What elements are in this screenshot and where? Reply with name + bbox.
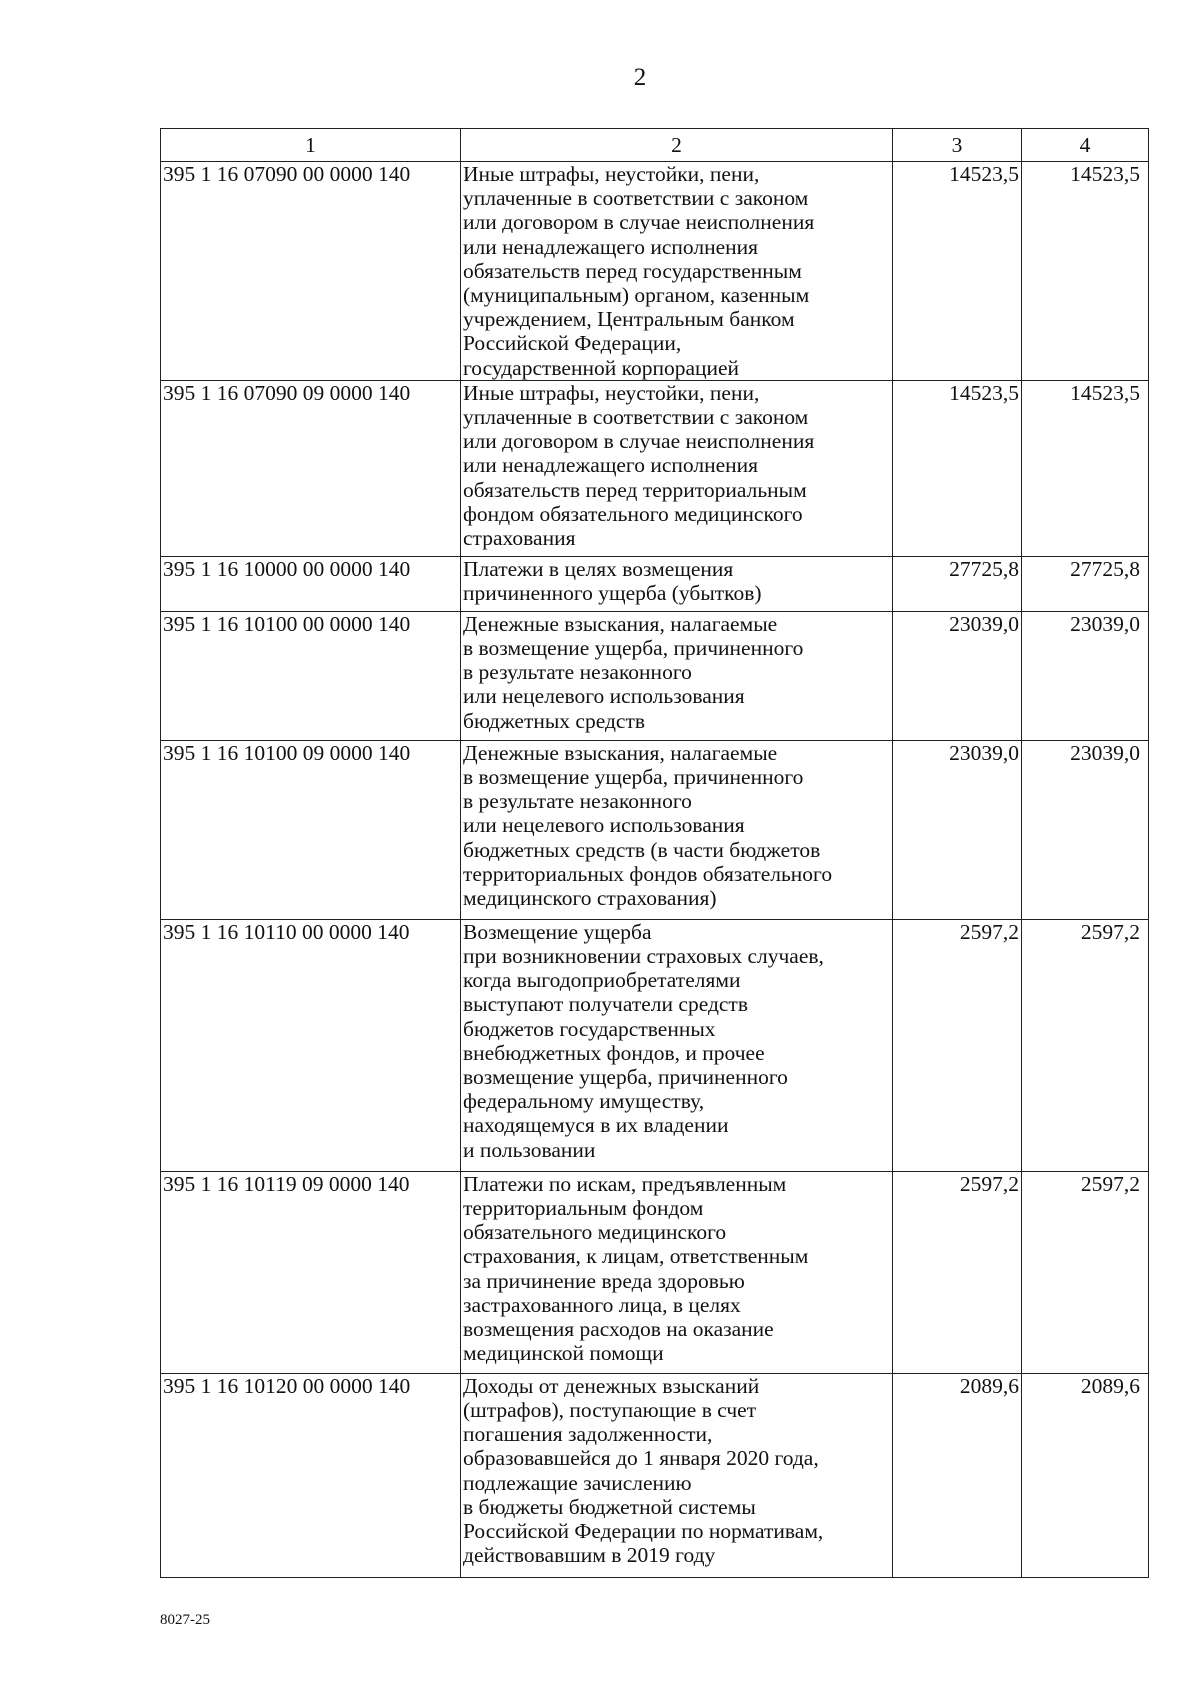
description-cell: Доходы от денежных взысканий (штрафов), поступающие в счет погашения задолженности, образовавшейся до 1 января 2020 года, подлежащие зачислению в бюджеты бюджетной системы Российской Федерации по нормативам, действовавшим в 2019 году <box>461 1373 893 1577</box>
amount-col3-cell: 23039,0 <box>893 611 1022 740</box>
table-row <box>161 919 1149 1171</box>
column-header-1: 1 <box>161 129 461 162</box>
budget-code-cell: 395 1 16 10100 00 0000 140 <box>161 611 461 740</box>
budget-code-cell: 395 1 16 07090 00 0000 140 <box>161 162 461 381</box>
budget-code-cell: 395 1 16 10119 09 0000 140 <box>161 1171 461 1373</box>
amount-col3-cell: 14523,5 <box>893 162 1022 381</box>
amount-col3-cell: 2597,2 <box>893 1171 1022 1373</box>
description-cell: Иные штрафы, неустойки, пени, уплаченные в соответствии с законом или договором в случае неисполнения или ненадлежащего исполнения обязательств перед государственным (муниципальным) органом, казенным учреждением, Центральным банком Российской Федерации, государственной корпорацией <box>461 162 893 381</box>
column-header-4: 4 <box>1022 129 1149 162</box>
table-row <box>161 1171 1149 1373</box>
amount-col3-cell: 14523,5 <box>893 380 1022 556</box>
column-header-2: 2 <box>461 129 893 162</box>
budget-code-cell: 395 1 16 10100 09 0000 140 <box>161 740 461 919</box>
table-header-row <box>161 129 1149 162</box>
document-number: 8027-25 <box>160 1612 210 1628</box>
description-cell: Иные штрафы, неустойки, пени, уплаченные в соответствии с законом или договором в случае неисполнения или ненадлежащего исполнения обязательств перед территориальным фондом обязательного медицинского страхования <box>461 380 893 556</box>
amount-col4-cell: 27725,8 <box>1022 556 1149 611</box>
table-row <box>161 1373 1149 1577</box>
column-header-3: 3 <box>893 129 1022 162</box>
amount-col3-cell: 2089,6 <box>893 1373 1022 1577</box>
amount-col4-cell: 23039,0 <box>1022 611 1149 740</box>
budget-code-cell: 395 1 16 10000 00 0000 140 <box>161 556 461 611</box>
amount-col4-cell: 23039,0 <box>1022 740 1149 919</box>
budget-code-cell: 395 1 16 10110 00 0000 140 <box>161 919 461 1171</box>
description-cell: Платежи по искам, предъявленным территориальным фондом обязательного медицинского страхования, к лицам, ответственным за причинение вреда здоровью застрахованного лица, в целях возмещения расходов на оказание медицинской помощи <box>461 1171 893 1373</box>
amount-col4-cell: 14523,5 <box>1022 162 1149 381</box>
amount-col3-cell: 27725,8 <box>893 556 1022 611</box>
description-cell: Денежные взыскания, налагаемые в возмещение ущерба, причиненного в результате незаконного или нецелевого использования бюджетных средств (в части бюджетов территориальных фондов обязательного медицинского страхования) <box>461 740 893 919</box>
budget-table <box>160 128 1149 1578</box>
table-row <box>161 380 1149 556</box>
amount-col3-cell: 23039,0 <box>893 740 1022 919</box>
description-cell: Возмещение ущерба при возникновении страховых случаев, когда выгодоприобретателями выступают получатели средств бюджетов государственных внебюджетных фондов, и прочее возмещение ущерба, причиненного федеральному имуществу, находящемуся в их владении и пользовании <box>461 919 893 1171</box>
table-row <box>161 611 1149 740</box>
budget-code-cell: 395 1 16 07090 09 0000 140 <box>161 380 461 556</box>
table-row <box>161 162 1149 381</box>
budget-code-cell: 395 1 16 10120 00 0000 140 <box>161 1373 461 1577</box>
amount-col4-cell: 14523,5 <box>1022 380 1149 556</box>
amount-col4-cell: 2089,6 <box>1022 1373 1149 1577</box>
amount-col4-cell: 2597,2 <box>1022 1171 1149 1373</box>
table-row <box>161 740 1149 919</box>
amount-col4-cell: 2597,2 <box>1022 919 1149 1171</box>
description-cell: Денежные взыскания, налагаемые в возмещение ущерба, причиненного в результате незаконного или нецелевого использования бюджетных средств <box>461 611 893 740</box>
description-cell: Платежи в целях возмещения причиненного ущерба (убытков) <box>461 556 893 611</box>
table-row <box>161 556 1149 611</box>
amount-col3-cell: 2597,2 <box>893 919 1022 1171</box>
page-number: 2 <box>633 64 647 91</box>
